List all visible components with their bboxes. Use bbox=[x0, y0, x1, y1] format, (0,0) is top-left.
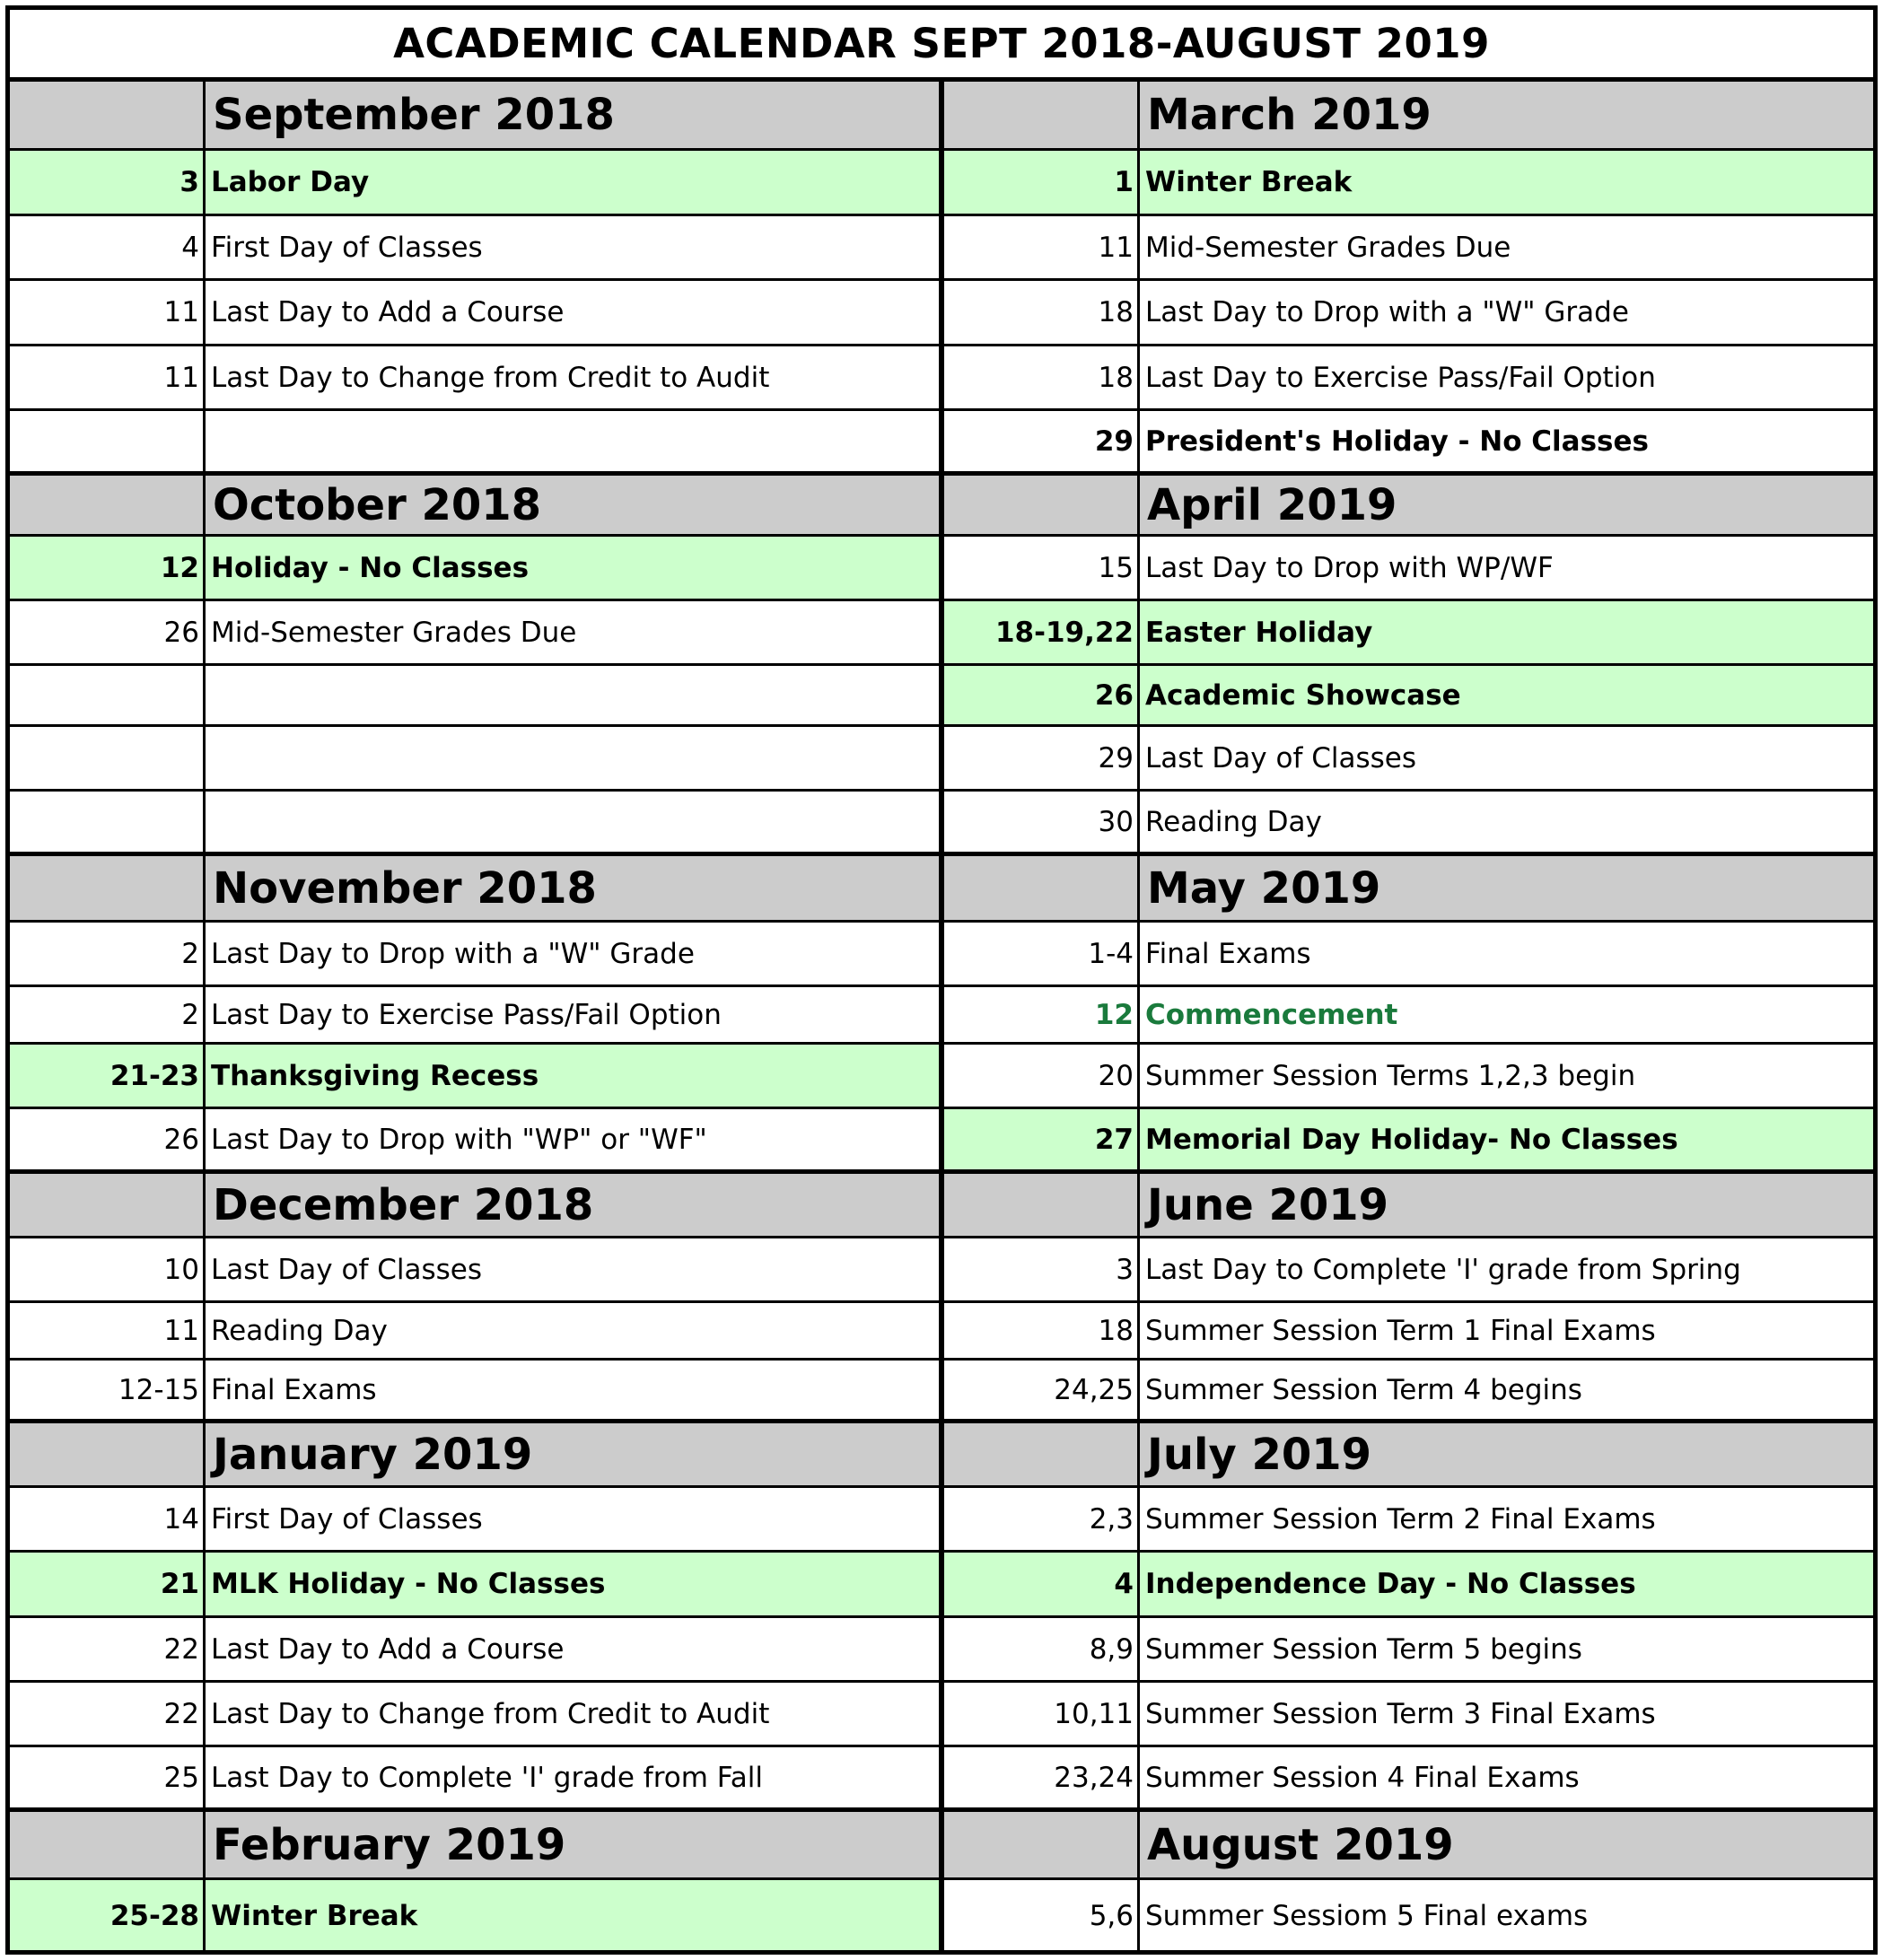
event-label: Last Day to Complete 'I' grade from Spring bbox=[1145, 1253, 1741, 1286]
event-label: First Day of Classes bbox=[211, 231, 483, 264]
event-day: 11 bbox=[10, 281, 206, 344]
event-row bbox=[944, 1880, 1873, 1952]
event-label: Last Day to Change from Credit to Audit bbox=[211, 361, 770, 394]
event-row bbox=[10, 537, 939, 601]
event-row bbox=[944, 601, 1873, 666]
event-row bbox=[944, 1747, 1873, 1812]
event-row bbox=[10, 281, 939, 346]
event-label: Summer Session Term 5 begins bbox=[1145, 1632, 1582, 1666]
event-day: 18 bbox=[944, 1303, 1140, 1358]
event-row bbox=[944, 1238, 1873, 1303]
event-label: Last Day to Drop with a "W" Grade bbox=[211, 937, 695, 970]
event-day: 18 bbox=[944, 346, 1140, 408]
event-row bbox=[10, 1361, 939, 1423]
event-row bbox=[10, 346, 939, 411]
calendar-sheet bbox=[5, 5, 1878, 1955]
event-row bbox=[944, 1303, 1873, 1361]
header-day-cell bbox=[944, 1174, 1140, 1236]
month-title: December 2018 bbox=[213, 1179, 594, 1230]
event-label: Last Day to Drop with "WP" or "WF" bbox=[211, 1123, 707, 1156]
month-header-june-2019 bbox=[944, 1174, 1873, 1238]
event-row bbox=[944, 537, 1873, 601]
header-day-cell bbox=[10, 476, 206, 534]
event-label bbox=[206, 411, 939, 471]
event-day: 26 bbox=[10, 1109, 206, 1169]
event-row bbox=[944, 923, 1873, 987]
month-title: April 2019 bbox=[1147, 479, 1397, 530]
event-label: Last Day to Change from Credit to Audit bbox=[211, 1697, 770, 1730]
event-label: Summer Session Term 3 Final Exams bbox=[1145, 1697, 1656, 1730]
event-row bbox=[10, 1488, 939, 1553]
header-day-cell bbox=[944, 1423, 1140, 1485]
header-day-cell bbox=[10, 1174, 206, 1236]
event-day: 29 bbox=[944, 411, 1140, 471]
event-row bbox=[10, 1880, 939, 1952]
event-day: 11 bbox=[10, 346, 206, 408]
event-label: Labor Day bbox=[211, 166, 370, 198]
event-day: 14 bbox=[10, 1488, 206, 1550]
month-header-october-2018 bbox=[10, 476, 939, 537]
event-row bbox=[944, 1683, 1873, 1747]
event-row-empty bbox=[10, 792, 939, 856]
event-row bbox=[944, 727, 1873, 792]
event-day: 18 bbox=[944, 281, 1140, 344]
event-row bbox=[944, 1618, 1873, 1683]
event-row bbox=[944, 666, 1873, 727]
event-day: 3 bbox=[10, 151, 206, 214]
event-row-empty bbox=[10, 666, 939, 727]
event-row bbox=[10, 601, 939, 666]
event-day: 26 bbox=[944, 666, 1140, 724]
event-label: Thanksgiving Recess bbox=[211, 1059, 539, 1092]
event-label: Summer Sessiom 5 Final exams bbox=[1145, 1900, 1589, 1932]
event-label: Summer Session Term 1 Final Exams bbox=[1145, 1314, 1656, 1347]
event-label: Commencement bbox=[1145, 998, 1398, 1031]
event-day: 15 bbox=[944, 537, 1140, 599]
month-header-july-2019 bbox=[944, 1423, 1873, 1488]
event-row bbox=[10, 987, 939, 1045]
month-title: February 2019 bbox=[213, 1819, 566, 1870]
event-day: 2,3 bbox=[944, 1488, 1140, 1550]
event-row bbox=[10, 1683, 939, 1747]
event-row bbox=[10, 1618, 939, 1683]
event-row bbox=[10, 1045, 939, 1109]
event-day: 30 bbox=[944, 792, 1140, 852]
event-day: 27 bbox=[944, 1109, 1140, 1169]
event-day: 4 bbox=[944, 1553, 1140, 1615]
event-row bbox=[944, 411, 1873, 476]
event-row bbox=[944, 346, 1873, 411]
event-day: 21 bbox=[10, 1553, 206, 1615]
event-row bbox=[944, 216, 1873, 281]
event-row bbox=[10, 151, 939, 216]
header-day-cell bbox=[944, 476, 1140, 534]
event-day: 21-23 bbox=[10, 1045, 206, 1107]
event-day: 12 bbox=[944, 987, 1140, 1042]
event-row bbox=[944, 1045, 1873, 1109]
event-day bbox=[10, 792, 206, 852]
event-label: MLK Holiday - No Classes bbox=[211, 1568, 606, 1600]
month-header-november-2018 bbox=[10, 856, 939, 923]
event-day: 20 bbox=[944, 1045, 1140, 1107]
event-row bbox=[10, 1109, 939, 1174]
event-label: Last Day to Exercise Pass/Fail Option bbox=[1145, 361, 1656, 394]
event-day: 8,9 bbox=[944, 1618, 1140, 1680]
month-header-september-2018 bbox=[10, 82, 939, 151]
event-row-empty bbox=[10, 727, 939, 792]
month-title: January 2019 bbox=[213, 1429, 533, 1480]
event-row bbox=[10, 923, 939, 987]
header-day-cell bbox=[10, 82, 206, 148]
event-day: 22 bbox=[10, 1618, 206, 1680]
header-day-cell bbox=[944, 1812, 1140, 1877]
month-title: July 2019 bbox=[1147, 1429, 1372, 1480]
event-label: Reading Day bbox=[1145, 805, 1322, 838]
event-day: 24,25 bbox=[944, 1361, 1140, 1419]
event-label: Mid-Semester Grades Due bbox=[211, 616, 577, 649]
event-row bbox=[944, 1109, 1873, 1174]
event-row bbox=[944, 1488, 1873, 1553]
event-day: 2 bbox=[10, 923, 206, 984]
event-label: Winter Break bbox=[1145, 166, 1353, 198]
header-day-cell bbox=[944, 82, 1140, 148]
event-label: President's Holiday - No Classes bbox=[1145, 424, 1649, 458]
event-row-commencement bbox=[944, 987, 1873, 1045]
event-day bbox=[10, 727, 206, 789]
event-day: 18-19,22 bbox=[944, 601, 1140, 663]
event-day: 22 bbox=[10, 1683, 206, 1745]
event-day: 26 bbox=[10, 601, 206, 663]
month-title: August 2019 bbox=[1147, 1819, 1454, 1870]
event-row-empty bbox=[10, 411, 939, 476]
event-label: Last Day to Exercise Pass/Fail Option bbox=[211, 998, 722, 1031]
event-label: Final Exams bbox=[1145, 937, 1311, 970]
event-label: Last Day to Add a Course bbox=[211, 1632, 565, 1666]
event-label: Summer Session Term 4 begins bbox=[1145, 1373, 1582, 1406]
event-label: Memorial Day Holiday- No Classes bbox=[1145, 1123, 1678, 1156]
event-day: 10 bbox=[10, 1238, 206, 1300]
event-label: Summer Session Term 2 Final Exams bbox=[1145, 1502, 1656, 1536]
header-day-cell bbox=[10, 856, 206, 920]
month-title: October 2018 bbox=[213, 479, 542, 530]
event-day: 2 bbox=[10, 987, 206, 1042]
month-title: November 2018 bbox=[213, 862, 597, 914]
month-header-august-2019 bbox=[944, 1812, 1873, 1880]
event-day: 25-28 bbox=[10, 1880, 206, 1952]
event-label: Easter Holiday bbox=[1145, 616, 1373, 649]
event-row bbox=[944, 281, 1873, 346]
event-row bbox=[944, 1361, 1873, 1423]
event-label: Last Day to Complete 'I' grade from Fall bbox=[211, 1761, 763, 1794]
event-day: 4 bbox=[10, 216, 206, 278]
month-title: May 2019 bbox=[1147, 862, 1381, 914]
event-label bbox=[206, 666, 939, 724]
header-day-cell bbox=[10, 1812, 206, 1877]
event-label: First Day of Classes bbox=[211, 1502, 483, 1536]
event-day: 12 bbox=[10, 537, 206, 599]
event-row bbox=[944, 792, 1873, 856]
event-label: Last Day to Drop with a "W" Grade bbox=[1145, 296, 1629, 328]
event-day: 10,11 bbox=[944, 1683, 1140, 1745]
event-label: Final Exams bbox=[211, 1373, 377, 1406]
calendar-columns bbox=[10, 82, 1873, 1950]
month-header-march-2019 bbox=[944, 82, 1873, 151]
event-label: Summer Session 4 Final Exams bbox=[1145, 1761, 1580, 1794]
event-day: 25 bbox=[10, 1747, 206, 1807]
event-label: Reading Day bbox=[211, 1314, 388, 1347]
header-day-cell bbox=[10, 1423, 206, 1485]
event-day: 1 bbox=[944, 151, 1140, 214]
event-label: Last Day of Classes bbox=[1145, 741, 1417, 774]
event-day: 23,24 bbox=[944, 1747, 1140, 1807]
event-label: Last Day of Classes bbox=[211, 1253, 483, 1286]
month-header-january-2019 bbox=[10, 1423, 939, 1488]
event-row bbox=[10, 1747, 939, 1812]
month-header-december-2018 bbox=[10, 1174, 939, 1238]
event-day: 11 bbox=[10, 1303, 206, 1358]
event-day: 11 bbox=[944, 216, 1140, 278]
month-title: June 2019 bbox=[1147, 1179, 1389, 1230]
right-column bbox=[944, 82, 1873, 1950]
event-row bbox=[10, 216, 939, 281]
event-day: 1-4 bbox=[944, 923, 1140, 984]
event-row bbox=[10, 1303, 939, 1361]
event-day: 3 bbox=[944, 1238, 1140, 1300]
month-header-april-2019 bbox=[944, 476, 1873, 537]
event-row bbox=[944, 151, 1873, 216]
event-label: Summer Session Terms 1,2,3 begin bbox=[1145, 1059, 1636, 1092]
event-row bbox=[10, 1238, 939, 1303]
event-label: Independence Day - No Classes bbox=[1145, 1568, 1636, 1600]
event-day: 12-15 bbox=[10, 1361, 206, 1419]
event-label: Last Day to Drop with WP/WF bbox=[1145, 551, 1554, 584]
event-day bbox=[10, 666, 206, 724]
event-label: Winter Break bbox=[211, 1900, 418, 1932]
event-label bbox=[206, 727, 939, 789]
event-label bbox=[206, 792, 939, 852]
page-title: ACADEMIC CALENDAR SEPT 2018-AUGUST 2019 bbox=[10, 10, 1873, 82]
month-header-february-2019 bbox=[10, 1812, 939, 1880]
event-label: Holiday - No Classes bbox=[211, 551, 530, 584]
event-label: Last Day to Add a Course bbox=[211, 296, 565, 328]
event-row bbox=[944, 1553, 1873, 1618]
month-title: September 2018 bbox=[213, 90, 615, 140]
month-title: March 2019 bbox=[1147, 90, 1432, 140]
event-day bbox=[10, 411, 206, 471]
event-label: Academic Showcase bbox=[1145, 678, 1461, 712]
event-row bbox=[10, 1553, 939, 1618]
event-day: 29 bbox=[944, 727, 1140, 789]
month-header-may-2019 bbox=[944, 856, 1873, 923]
event-day: 5,6 bbox=[944, 1880, 1140, 1952]
left-column bbox=[10, 82, 944, 1950]
header-day-cell bbox=[944, 856, 1140, 920]
event-label: Mid-Semester Grades Due bbox=[1145, 231, 1511, 264]
